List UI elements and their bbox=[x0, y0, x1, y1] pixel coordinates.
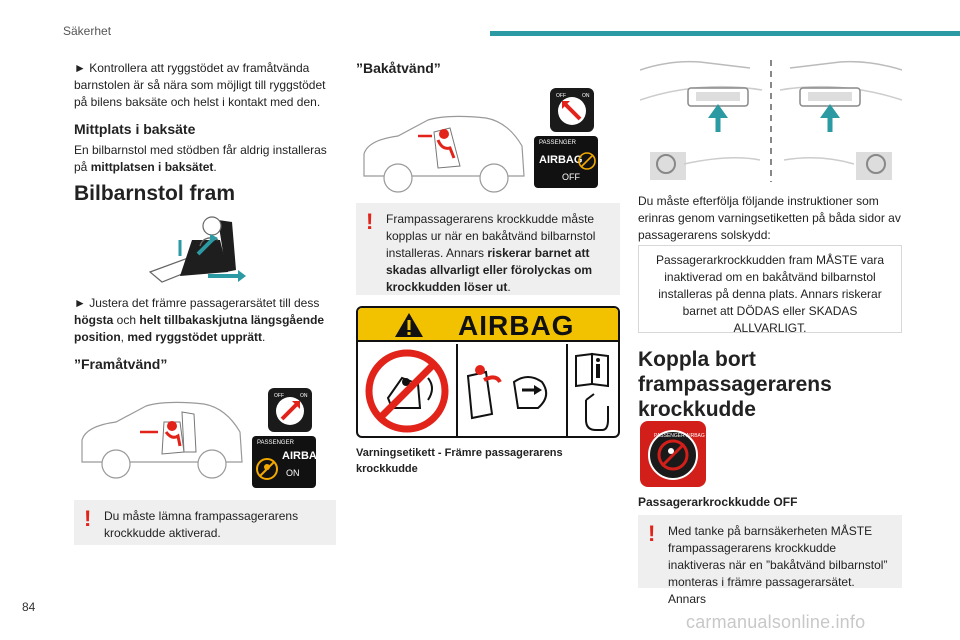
hazard-triangle-icon bbox=[394, 312, 424, 338]
airbag-off-caption: Passagerarkrockkudde OFF bbox=[638, 495, 798, 509]
sun-visor-instructions: Du måste efterfölja följande instruktioner som erinras genom varningsetiketten på båda sidor av passagerarens solskydd: bbox=[638, 194, 901, 242]
warning-keep-airbag-active: ! Du måste lämna frampassagerarens krockkudde aktiverad. bbox=[74, 500, 336, 545]
label-divider bbox=[456, 344, 458, 436]
passenger-airbag-off-icon bbox=[640, 421, 706, 487]
read-manual-icon bbox=[572, 350, 616, 434]
no-rear-seat-icon bbox=[362, 348, 452, 434]
passenger-airbag-off-indicator: PASSENGER AIRBAG OFF bbox=[534, 136, 598, 188]
adjust-seat-text: ► Justera det främre passagerarsätet till dess högsta och helt tillbakaskjutna längsgående position, med ryggstödet upprätt. bbox=[74, 296, 325, 344]
header-accent-bar bbox=[490, 31, 960, 36]
page-number: 84 bbox=[22, 600, 36, 614]
warning-child-safety: ! Med tanke på barnsäkerheten MÅSTE frampassagerarens krockkudde inaktiveras när en ”bakåtvänd bilbarnstol” monteras i främre passagerarsätet. Annars bbox=[638, 515, 902, 588]
watermark: carmanualsonline.info bbox=[686, 612, 866, 632]
car-rear-facing-illustration bbox=[358, 106, 530, 198]
svg-text:ON: ON bbox=[300, 393, 308, 399]
airbag-warning-label bbox=[356, 306, 620, 438]
airbag-label-caption: Varningsetikett - Främre passagerarens krockkudde bbox=[356, 447, 563, 475]
warning-exclamation-icon: ! bbox=[84, 506, 92, 531]
bullet-check-backrest: ► Kontrollera att ryggstödet av framåtvända barnstolen är så nära som möjligt till ryggstödet på bilens baksäte och helst i kontakt med den. bbox=[74, 61, 326, 109]
heading-middle-seat: Mittplats i baksäte bbox=[74, 121, 196, 137]
sun-visor-notice: Passagerarkrockkudden fram MÅSTE vara inaktiverad om en bakåtvänd bilbarnstol installeras på denna plats. Annars riskerar barnet att DÖDAS eller SKADAS ALLVARLIGT. bbox=[638, 245, 902, 333]
svg-text:OFF: OFF bbox=[274, 393, 284, 399]
svg-text:ON: ON bbox=[582, 93, 590, 99]
airbag-switch-on-icon bbox=[268, 388, 312, 432]
warning-disable-airbag-rear: ! Frampassagerarens krockkudde måste kopplas ur när en bakåtvänd bilbarnstol installeras. Annars riskerar barnet att skadas allvarligt eller förolyckas om krockkudden löser ut. bbox=[356, 203, 620, 295]
airbag-on-warning-icon bbox=[256, 458, 278, 480]
seat-adjust-illustration bbox=[140, 210, 250, 290]
sun-visor-illustration bbox=[640, 60, 902, 182]
label-divider bbox=[566, 344, 568, 436]
airbag-label-title: AIRBAG bbox=[458, 310, 575, 341]
airbag-off-warning-icon bbox=[578, 152, 596, 170]
heading-disable-airbag: Koppla bort frampassagerarens krockkudde bbox=[638, 348, 832, 421]
svg-text:PASSENGER AIRBAG: PASSENGER AIRBAG bbox=[654, 433, 705, 439]
warning-exclamation-icon: ! bbox=[648, 521, 656, 546]
passenger-airbag-on-indicator: PASSENGER AIRBAG ON bbox=[252, 436, 316, 488]
section-title: Säkerhet bbox=[63, 24, 112, 38]
svg-text:OFF: OFF bbox=[556, 93, 566, 99]
heading-forward-facing: ”Framåtvänd” bbox=[74, 356, 168, 372]
middle-seat-text: En bilbarnstol med stödben får aldrig installeras på mittplatsen i baksätet. bbox=[74, 143, 327, 174]
heading-rear-facing: ”Bakåtvänd” bbox=[356, 60, 441, 76]
warning-exclamation-icon: ! bbox=[366, 209, 374, 234]
heading-front-child-seat: Bilbarnstol fram bbox=[74, 182, 236, 205]
airbag-deploy-icon bbox=[462, 352, 562, 432]
airbag-switch-off-icon bbox=[550, 88, 594, 132]
car-forward-facing-illustration bbox=[76, 392, 248, 484]
